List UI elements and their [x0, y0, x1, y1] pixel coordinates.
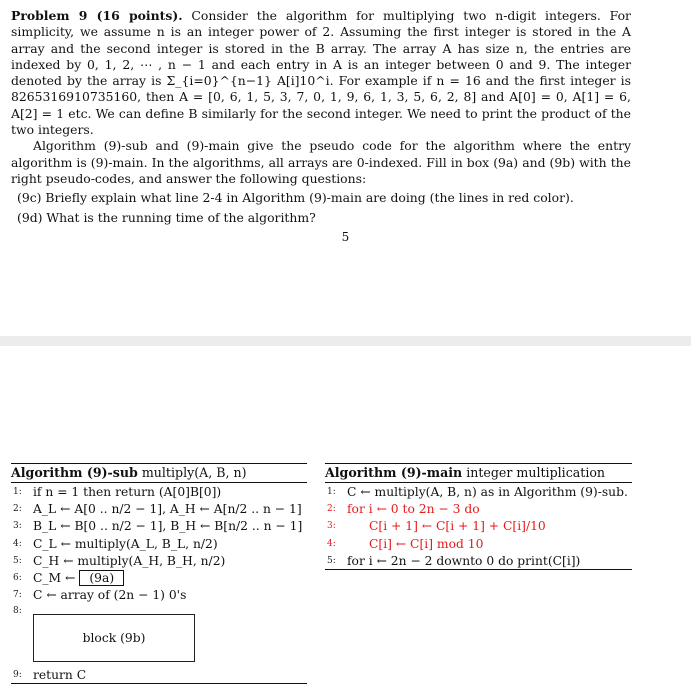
algorithm-main-bottom-rule: [325, 569, 632, 570]
main-line-4: [325, 535, 632, 552]
line-number: 2:: [327, 503, 336, 514]
sub-line-6: [11, 569, 307, 586]
question-9c: (9c) Briefly explain what line 2-4 in Algorithm (9)-main are doing (the lines in red color).: [17, 190, 574, 206]
question-9d: (9d) What is the running time of the algorithm?: [17, 209, 316, 225]
line-number: 1:: [13, 486, 22, 497]
line-text: C[i] ← C[i] mod 10: [369, 536, 484, 551]
line-text: C_H ← multiply(A_H, B_H, n/2): [33, 553, 226, 568]
sub-line-1: [11, 483, 307, 500]
line-text: return C: [33, 667, 87, 682]
sub-line-8: [11, 604, 307, 666]
line-text: A_L ← A[0 .. n/2 − 1], A_H ← A[n/2 .. n − 1]: [33, 501, 302, 516]
line-text: C[i + 1] ← C[i + 1] + C[i]/10: [369, 519, 546, 534]
sub-line-2: [11, 500, 307, 517]
page-top: [0, 0, 691, 336]
line-number: 5:: [327, 555, 336, 566]
line-number: 3:: [327, 521, 336, 532]
problem-statement: Consider the algorithm for multiplying two n-digit integers. For simplicity, we assume n is an integer power of 2. Assuming the first integer is stored in the A array and the second integer is stored in the B array. The array A has size n, the entries are indexed by 0, 1, 2, ⋯ , n − 1 and each entry in A is an integer between 0 and 9. The integer denoted by the array is Σ_{i=0}^{n−1} A[i]10^i. For example if n = 16 and the first integer is 8265316910735160, then A = [0, 6, 1, 5, 3, 7, 0, 1, 9, 6, 1, 3, 5, 6, 2, 8] and A[0] = 0, A[1] = 6, A[2] = 1 etc. We can define B similarly for the second integer. We need to print the product of the two integers.: [11, 8, 631, 138]
line-number: 8:: [13, 606, 22, 617]
main-line-5: [325, 552, 632, 569]
line-text: C_M ←: [33, 571, 76, 586]
sub-line-7: [11, 587, 307, 604]
main-line-2: [325, 500, 632, 517]
sub-line-5: [11, 552, 307, 569]
line-number: 2:: [13, 503, 22, 514]
line-number: 1:: [327, 486, 336, 497]
main-line-1: [325, 483, 632, 500]
line-number: 6:: [13, 573, 22, 584]
algorithm-sub-signature: multiply(A, B, n): [141, 465, 247, 480]
problem-text: [11, 8, 631, 226]
line-text: B_L ← B[0 .. n/2 − 1], B_H ← B[n/2 .. n − 1]: [33, 519, 303, 534]
algorithm-main: [325, 463, 632, 570]
page-bottom: [0, 346, 691, 691]
line-text: if n = 1 then return (A[0]B[0]): [33, 484, 222, 499]
sub-line-3: [11, 518, 307, 535]
main-line-3: [325, 518, 632, 535]
sub-line-9: [11, 666, 307, 683]
algorithm-main-title: [325, 463, 632, 483]
algorithm-sub: [11, 463, 307, 684]
line-text: C ← array of (2n − 1) 0's: [33, 588, 187, 603]
page-number: 5: [341, 230, 350, 244]
algorithm-main-description: integer multiplication: [466, 465, 606, 480]
line-text: C_L ← multiply(A_L, B_L, n/2): [33, 536, 218, 551]
algorithm-sub-name: Algorithm (9)-sub: [11, 465, 138, 480]
line-number: 9:: [13, 669, 22, 680]
line-number: 5:: [13, 555, 22, 566]
page-separator: [0, 336, 691, 346]
line-number: 7:: [13, 590, 22, 601]
sub-line-4: [11, 535, 307, 552]
algorithm-main-name: Algorithm (9)-main: [325, 465, 463, 480]
algorithm-sub-bottom-rule: [11, 683, 307, 684]
box-9a[interactable]: (9a): [79, 570, 124, 586]
line-text: C ← multiply(A, B, n) as in Algorithm (9)-sub.: [347, 484, 628, 499]
line-text: for i ← 2n − 2 downto 0 do print(C[i]): [347, 553, 581, 568]
problem-para-1: [11, 8, 631, 138]
problem-title: Problem 9 (16 points).: [11, 8, 183, 23]
line-number: 4:: [327, 538, 336, 549]
line-text: for i ← 0 to 2n − 3 do: [347, 501, 480, 516]
block-9b[interactable]: block (9b): [33, 614, 195, 662]
algorithm-sub-title: [11, 463, 307, 483]
line-number: 3:: [13, 521, 22, 532]
problem-para-2: Algorithm (9)-sub and (9)-main give the pseudo code for the algorithm where the entry algorithm is (9)-main. In the algorithms, all arrays are 0-indexed. Fill in box (9a) and (9b) with the right pseudo-codes, and answer the following questions:: [11, 138, 631, 186]
line-number: 4:: [13, 538, 22, 549]
